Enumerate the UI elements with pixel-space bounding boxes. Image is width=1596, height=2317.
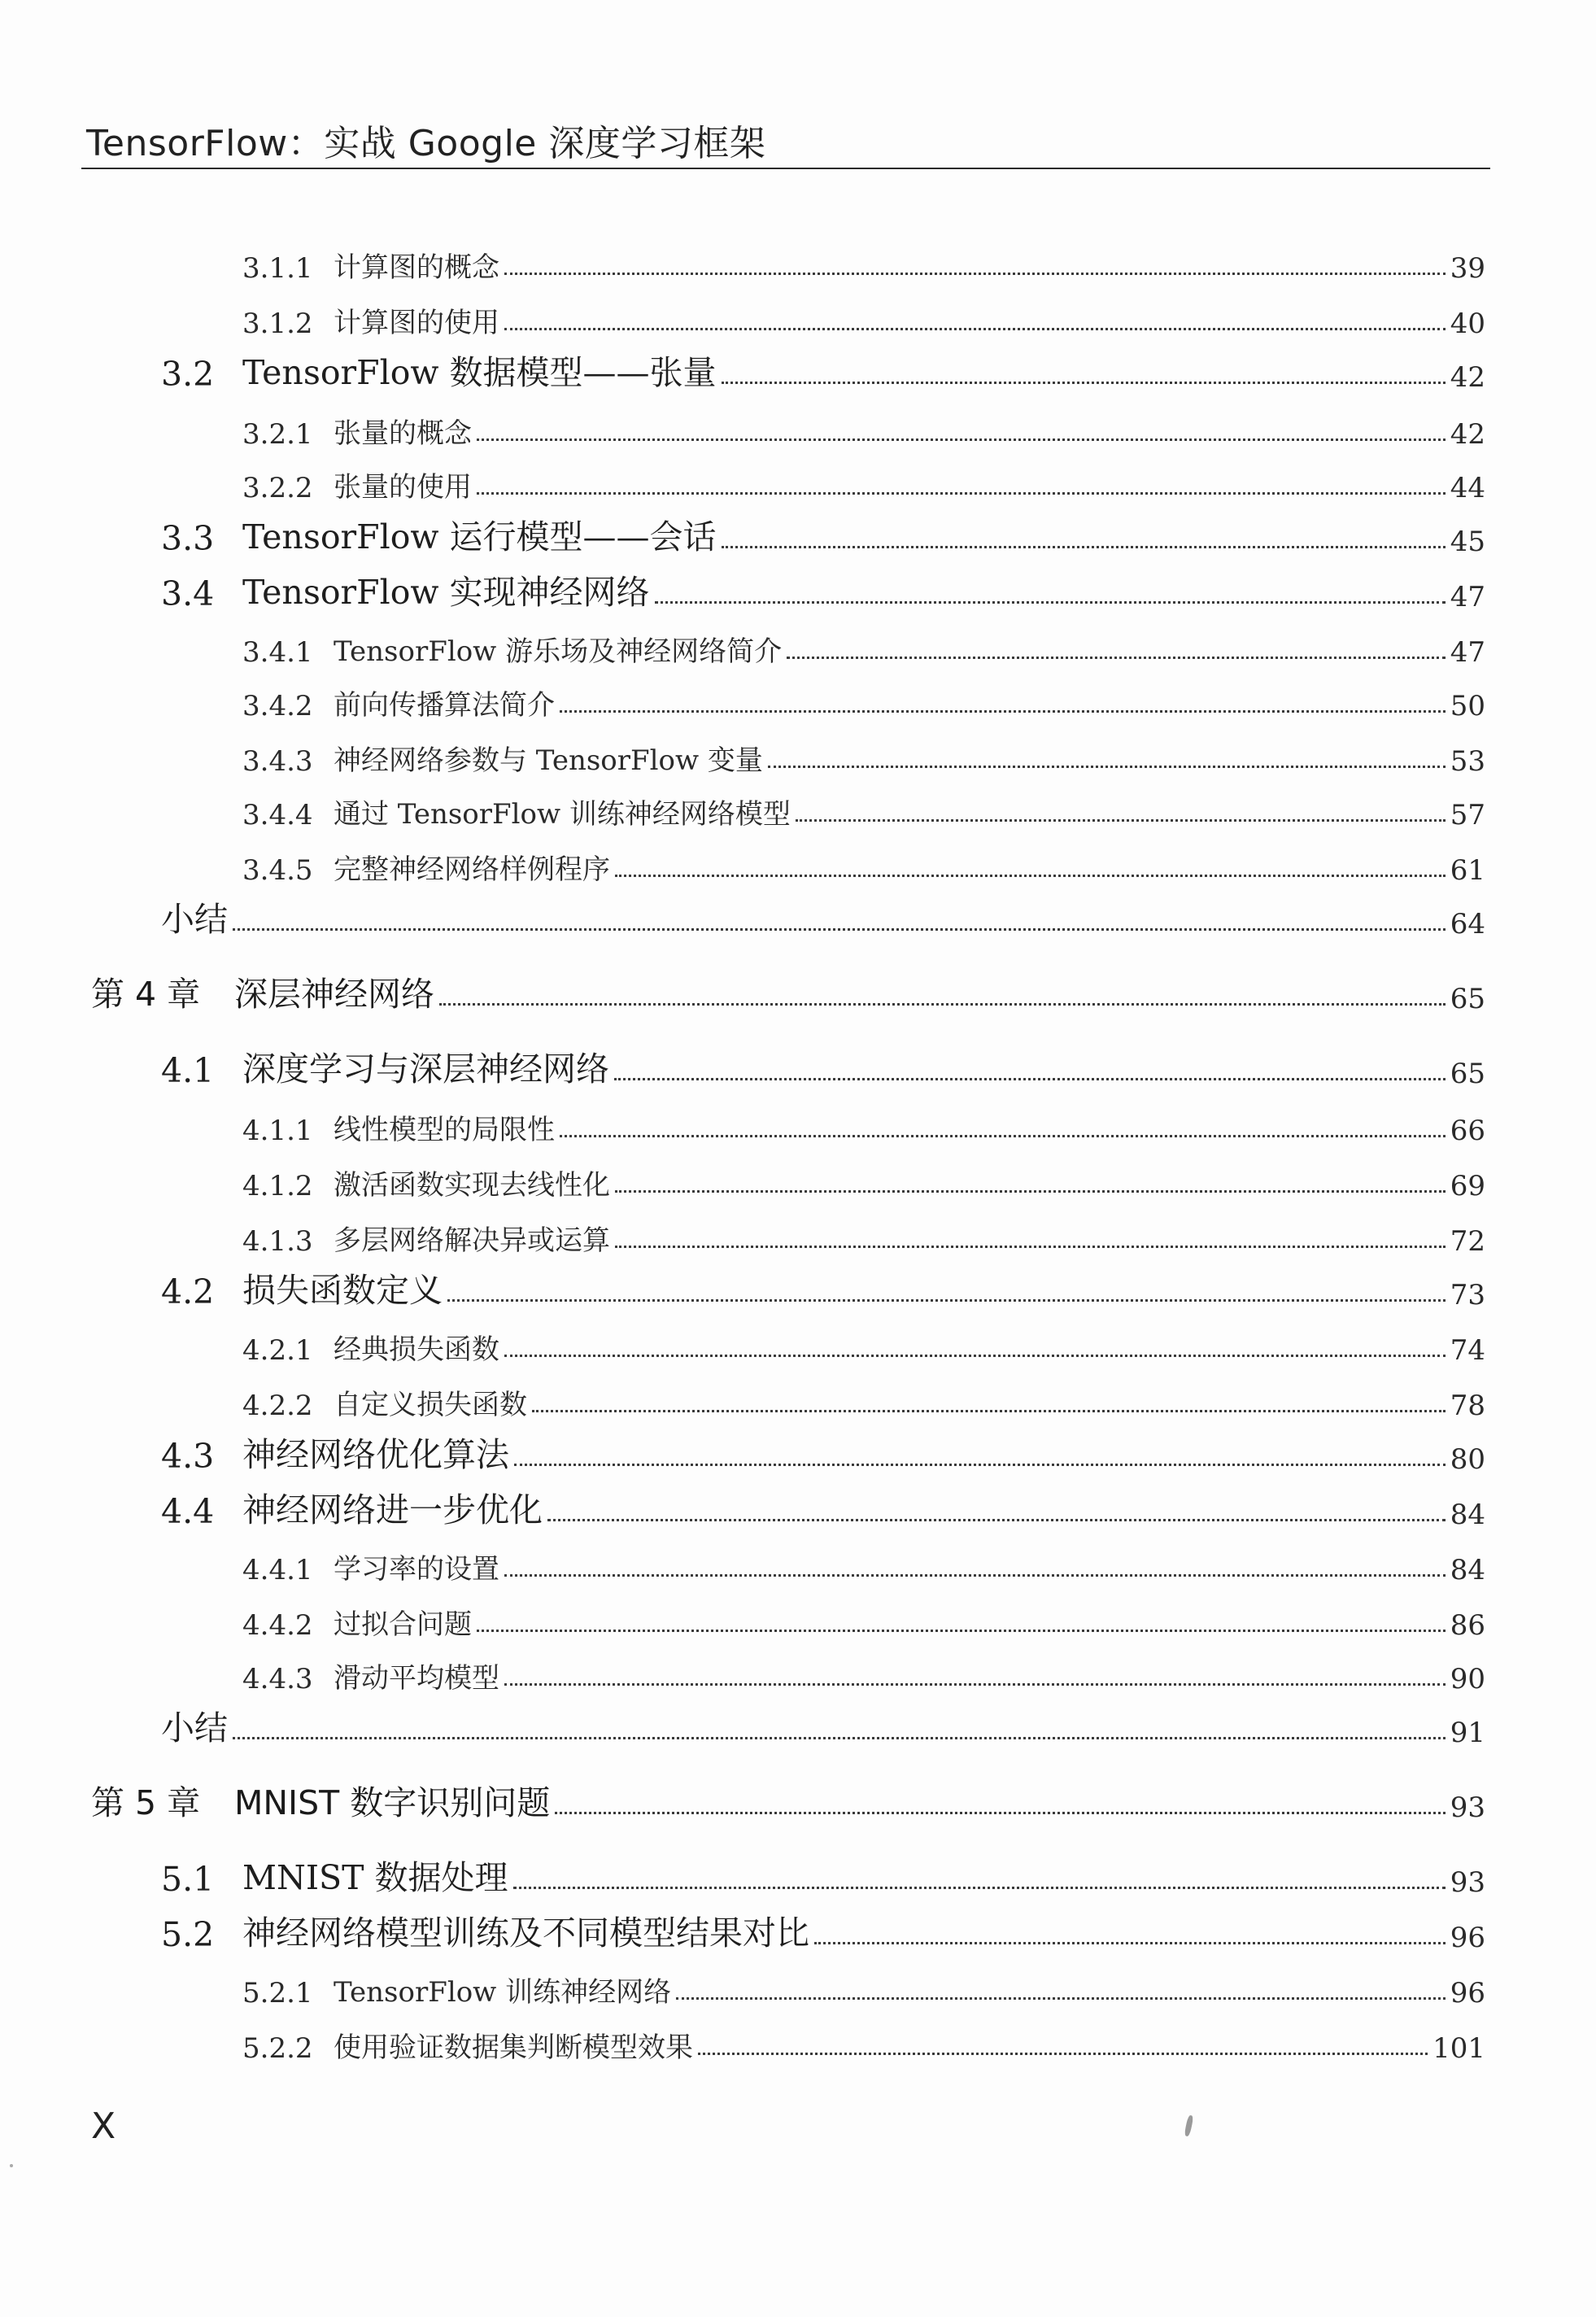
toc-entry-number: 4.1.1 bbox=[242, 1115, 313, 1147]
dot-leader bbox=[532, 1410, 1446, 1412]
dot-leader bbox=[513, 1887, 1446, 1889]
toc-entry-title: 通过 TensorFlow 训练神经网络模型 bbox=[334, 798, 791, 831]
dot-leader bbox=[555, 1812, 1445, 1814]
toc-entry[interactable] bbox=[242, 1326, 1485, 1367]
toc-entry[interactable] bbox=[242, 1655, 1485, 1695]
toc-entry-number: 3.1.2 bbox=[242, 308, 313, 340]
toc-entry-title: TensorFlow 训练神经网络 bbox=[334, 1976, 672, 2009]
dot-leader bbox=[514, 1464, 1446, 1466]
toc-entry-title: TensorFlow 运行模型——会话 bbox=[242, 517, 717, 556]
toc-entry-page: 69 bbox=[1450, 1170, 1485, 1202]
toc-entry[interactable] bbox=[161, 1435, 1485, 1476]
dot-leader bbox=[722, 546, 1446, 548]
toc-entry[interactable] bbox=[161, 353, 1485, 394]
toc-entry-page: 65 bbox=[1450, 1058, 1485, 1090]
toc-entry[interactable] bbox=[161, 1490, 1485, 1531]
toc-entry-page: 40 bbox=[1450, 308, 1485, 340]
toc-entry-title: 过拟合问题 bbox=[334, 1608, 472, 1641]
toc-entry[interactable] bbox=[242, 244, 1485, 285]
dot-leader bbox=[787, 657, 1446, 659]
dot-leader bbox=[560, 1135, 1446, 1137]
toc-entry-page: 39 bbox=[1450, 252, 1485, 285]
toc-entry-page: 53 bbox=[1450, 745, 1485, 778]
toc-entry[interactable] bbox=[242, 846, 1485, 887]
toc-entry[interactable] bbox=[242, 1601, 1485, 1642]
dot-leader bbox=[504, 1574, 1446, 1577]
scan-dot bbox=[10, 2164, 13, 2167]
toc-entry-number: 4.4 bbox=[161, 1492, 215, 1531]
toc-entry[interactable] bbox=[242, 410, 1485, 451]
toc-entry-title: TensorFlow 游乐场及神经网络简介 bbox=[334, 635, 783, 668]
dot-leader bbox=[504, 1683, 1446, 1686]
dot-leader bbox=[477, 492, 1446, 495]
toc-entry-number: 第 5 章 bbox=[91, 1783, 201, 1822]
dot-leader bbox=[504, 273, 1446, 275]
toc-entry-title: 张量的概念 bbox=[334, 417, 472, 450]
dot-leader bbox=[233, 1737, 1446, 1739]
toc-entry-number: 4.1.3 bbox=[242, 1225, 313, 1258]
toc-entry-title: 激活函数实现去线性化 bbox=[334, 1169, 610, 1202]
toc-entry-page: 96 bbox=[1450, 1922, 1485, 1954]
dot-leader bbox=[722, 382, 1446, 384]
toc-entry-page: 90 bbox=[1450, 1663, 1485, 1695]
toc-entry-number: 4.1.2 bbox=[242, 1170, 313, 1202]
toc-entry-page: 84 bbox=[1450, 1499, 1485, 1531]
toc-entry[interactable] bbox=[242, 2024, 1485, 2065]
toc-entry-title: 自定义损失函数 bbox=[334, 1389, 527, 1421]
toc-entry-title: 神经网络参数与 TensorFlow 变量 bbox=[334, 744, 763, 777]
toc-entry-title: 计算图的概念 bbox=[334, 251, 499, 284]
toc-entry-number: 3.4.5 bbox=[242, 854, 313, 887]
toc-entry-page: 86 bbox=[1450, 1609, 1485, 1642]
dot-leader bbox=[547, 1519, 1446, 1521]
dot-leader bbox=[615, 1190, 1446, 1193]
toc-entry-number: 5.1 bbox=[161, 1860, 215, 1899]
toc-entry-title: 小结 bbox=[161, 1708, 228, 1748]
toc-entry-number: 4.2.2 bbox=[242, 1390, 313, 1422]
toc-entry-number: 3.2.1 bbox=[242, 418, 313, 451]
toc-entry-title: MNIST 数据处理 bbox=[242, 1858, 508, 1897]
toc-entry-page: 101 bbox=[1432, 2032, 1485, 2065]
toc-entry-page: 42 bbox=[1450, 418, 1485, 451]
toc-entry-number: 3.4 bbox=[161, 574, 215, 613]
toc-entry[interactable] bbox=[91, 975, 1485, 1015]
toc-entry-page: 42 bbox=[1450, 361, 1485, 394]
toc-entry[interactable] bbox=[242, 1106, 1485, 1147]
toc-entry-page: 66 bbox=[1450, 1115, 1485, 1147]
dot-leader bbox=[796, 819, 1446, 822]
toc-entry[interactable] bbox=[242, 682, 1485, 722]
toc-entry[interactable] bbox=[161, 517, 1485, 558]
toc-entry-page: 61 bbox=[1450, 854, 1485, 887]
toc-entry-title: 深层神经网络 bbox=[234, 975, 434, 1014]
dot-leader bbox=[504, 1355, 1446, 1357]
dot-leader bbox=[477, 1630, 1446, 1632]
dot-leader bbox=[676, 1997, 1446, 2000]
dot-leader bbox=[698, 2053, 1428, 2055]
toc-entry[interactable] bbox=[161, 1271, 1485, 1311]
dot-leader bbox=[560, 710, 1446, 713]
toc-entry-title: 滑动平均模型 bbox=[334, 1662, 499, 1695]
toc-entry-title: 神经网络模型训练及不同模型结果对比 bbox=[242, 1913, 809, 1953]
toc-entry-page: 73 bbox=[1450, 1279, 1485, 1311]
toc-entry[interactable] bbox=[161, 1708, 1485, 1749]
toc-entry-title: TensorFlow 实现神经网络 bbox=[242, 573, 650, 612]
toc-entry-number: 4.2.1 bbox=[242, 1334, 313, 1367]
toc-entry[interactable] bbox=[242, 1162, 1485, 1202]
toc-entry-page: 50 bbox=[1450, 690, 1485, 722]
toc-entry[interactable] bbox=[242, 628, 1485, 669]
toc-entry-number: 3.4.2 bbox=[242, 690, 313, 722]
toc-entry-number: 4.4.2 bbox=[242, 1609, 313, 1642]
toc-entry-title: TensorFlow 数据模型——张量 bbox=[242, 353, 717, 392]
toc-entry[interactable] bbox=[242, 464, 1485, 504]
toc-entry-page: 65 bbox=[1450, 983, 1485, 1015]
toc-entry-title: 神经网络进一步优化 bbox=[242, 1490, 543, 1529]
toc-entry[interactable] bbox=[242, 299, 1485, 340]
toc-entry-number: 4.3 bbox=[161, 1437, 215, 1476]
toc-entry-page: 93 bbox=[1450, 1866, 1485, 1899]
toc-entry-title: MNIST 数字识别问题 bbox=[234, 1783, 551, 1822]
scan-speck bbox=[1184, 2115, 1193, 2137]
toc-entry[interactable] bbox=[242, 1969, 1485, 2009]
toc-entry-title: 经典损失函数 bbox=[334, 1333, 499, 1366]
toc-entry[interactable] bbox=[242, 1381, 1485, 1422]
dot-leader bbox=[504, 328, 1446, 330]
toc-entry-page: 64 bbox=[1450, 908, 1485, 940]
toc-entry-title: 前向传播算法简介 bbox=[334, 689, 555, 722]
toc-entry-number: 5.2 bbox=[161, 1915, 215, 1954]
toc-entry-number: 3.2.2 bbox=[242, 472, 313, 504]
page-number-footer: X bbox=[91, 2105, 116, 2147]
dot-leader bbox=[615, 875, 1446, 877]
toc-entry-title: 神经网络优化算法 bbox=[242, 1435, 509, 1474]
toc-entry-title: 使用验证数据集判断模型效果 bbox=[334, 2031, 693, 2064]
toc-entry-number: 3.2 bbox=[161, 355, 215, 394]
toc-entry[interactable] bbox=[242, 791, 1485, 831]
toc-entry-number: 5.2.1 bbox=[242, 1977, 313, 2009]
toc-entry-number: 3.1.1 bbox=[242, 252, 313, 285]
toc-entry-number: 3.4.1 bbox=[242, 636, 313, 669]
dot-leader bbox=[615, 1246, 1446, 1248]
toc-entry-page: 45 bbox=[1450, 526, 1485, 558]
dot-leader bbox=[655, 601, 1446, 604]
dot-leader bbox=[447, 1299, 1446, 1302]
toc-entry[interactable] bbox=[161, 1913, 1485, 1954]
toc-entry-page: 93 bbox=[1450, 1791, 1485, 1824]
dot-leader bbox=[814, 1942, 1446, 1944]
dot-leader bbox=[477, 439, 1446, 441]
toc-entry-page: 47 bbox=[1450, 581, 1485, 613]
dot-leader bbox=[439, 1003, 1446, 1006]
toc-entry-page: 80 bbox=[1450, 1443, 1485, 1476]
toc-entry-number: 4.2 bbox=[161, 1272, 215, 1311]
dot-leader bbox=[233, 928, 1446, 931]
toc-entry-page: 44 bbox=[1450, 472, 1485, 504]
header-rule bbox=[81, 168, 1490, 169]
toc-entry-title: 深度学习与深层神经网络 bbox=[242, 1049, 609, 1089]
toc-entry[interactable] bbox=[242, 737, 1485, 778]
toc-entry-title: 完整神经网络样例程序 bbox=[334, 853, 610, 886]
toc-entry-number: 3.4.4 bbox=[242, 799, 313, 831]
toc-entry[interactable] bbox=[242, 1217, 1485, 1258]
toc-entry-title: 损失函数定义 bbox=[242, 1271, 443, 1310]
toc-entry-number: 第 4 章 bbox=[91, 975, 201, 1014]
toc-entry-title: 张量的使用 bbox=[334, 471, 472, 504]
toc-entry-title: 多层网络解决异或运算 bbox=[334, 1224, 610, 1257]
toc-entry[interactable] bbox=[161, 1049, 1485, 1090]
toc-entry-title: 线性模型的局限性 bbox=[334, 1114, 555, 1146]
toc-entry-page: 74 bbox=[1450, 1334, 1485, 1367]
running-header: TensorFlow：实战 Google 深度学习框架 bbox=[86, 123, 766, 164]
toc-entry-page: 47 bbox=[1450, 636, 1485, 669]
toc-entry-page: 57 bbox=[1450, 799, 1485, 831]
toc-entry-number: 5.2.2 bbox=[242, 2032, 313, 2065]
dot-leader bbox=[768, 766, 1446, 768]
toc-entry-page: 78 bbox=[1450, 1390, 1485, 1422]
toc-entry-title: 小结 bbox=[161, 900, 228, 939]
toc-entry-page: 91 bbox=[1450, 1717, 1485, 1749]
toc-entry-page: 84 bbox=[1450, 1554, 1485, 1586]
toc-entry[interactable] bbox=[161, 573, 1485, 613]
toc-entry-number: 4.4.1 bbox=[242, 1554, 313, 1586]
toc-entry-title: 计算图的使用 bbox=[334, 307, 499, 339]
toc-entry[interactable] bbox=[242, 1546, 1485, 1586]
toc-entry-number: 3.3 bbox=[161, 519, 215, 558]
toc-entry-number: 4.4.3 bbox=[242, 1663, 313, 1695]
toc-entry-number: 4.1 bbox=[161, 1051, 215, 1090]
toc-entry[interactable] bbox=[161, 900, 1485, 940]
toc-entry-number: 3.4.3 bbox=[242, 745, 313, 778]
toc-entry-title: 学习率的设置 bbox=[334, 1553, 499, 1586]
toc-entry[interactable] bbox=[91, 1783, 1485, 1824]
dot-leader bbox=[614, 1078, 1446, 1080]
toc-entry-page: 72 bbox=[1450, 1225, 1485, 1258]
toc-entry-page: 96 bbox=[1450, 1977, 1485, 2009]
toc-entry[interactable] bbox=[161, 1858, 1485, 1899]
